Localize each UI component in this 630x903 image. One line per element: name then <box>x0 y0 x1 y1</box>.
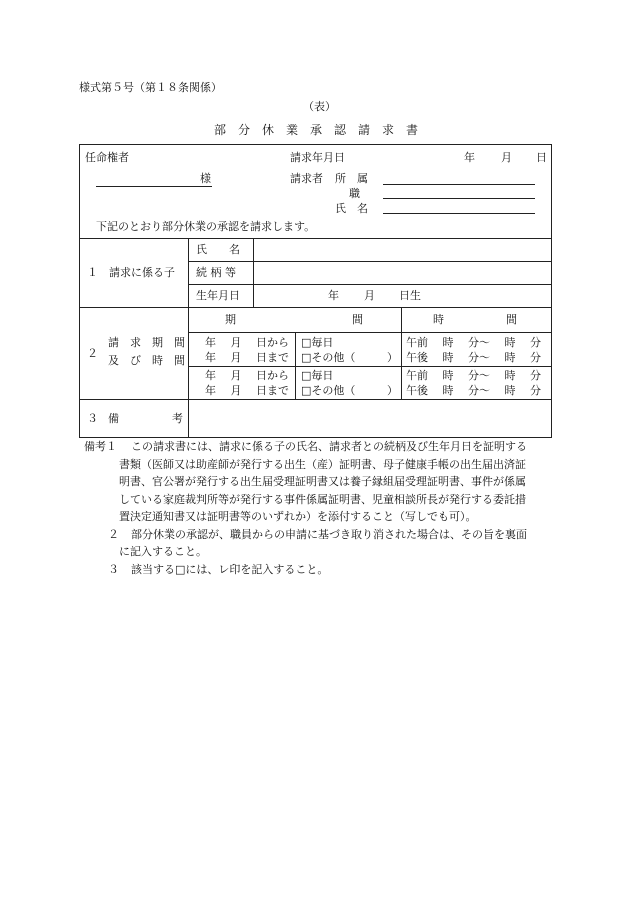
requester-label: 請求者 <box>290 172 323 185</box>
period-to: 年 月 日まで <box>205 351 289 364</box>
note2-line: 部分休業の承認が、職員からの申請に基づき取り消された場合は、その旨を裏面 <box>131 528 527 541</box>
child-name-label: 氏 名 <box>196 243 240 256</box>
period-section-label-1: 請 求 期 間 <box>108 336 185 349</box>
remarks-field[interactable] <box>190 401 550 436</box>
name-label: 氏 名 <box>335 202 368 215</box>
request-intro: 下記のとおり部分休業の承認を請求します。 <box>96 220 316 233</box>
affiliation-label: 所 属 <box>335 172 368 185</box>
child-relation-label: 続 柄 等 <box>196 266 236 279</box>
time-heading-1: 時 <box>433 313 444 326</box>
remarks-label-1: 備 <box>108 412 119 425</box>
requester-name-field[interactable] <box>383 213 535 214</box>
note2-number: ２ <box>108 528 119 541</box>
remarks-number: ３ <box>87 412 98 425</box>
option-other[interactable]: □その他（ <box>301 351 356 364</box>
period-to: 年 月 日まで <box>205 384 289 397</box>
note1-line: 書類（医師又は助産師が発行する出生（産）証明書、母子健康手帳の出生届出済証 <box>119 458 526 471</box>
birth-day: 日生 <box>399 289 421 302</box>
child-birth-label: 生年月日 <box>196 289 240 302</box>
note1-line: している家庭裁判所等が発行する事件係属証明書、児童相談所長が発行する委託措 <box>119 493 526 506</box>
request-date-year: 年 <box>464 151 475 164</box>
option-every-day[interactable]: □毎日 <box>301 369 334 382</box>
note3-number: ３ <box>108 563 119 576</box>
position-field[interactable] <box>383 198 535 199</box>
time-pm: 午後 時 分～ 時 分 <box>406 384 541 397</box>
side-label: （表） <box>303 100 336 113</box>
birth-year: 年 <box>328 289 339 302</box>
note2-line: に記入すること。 <box>119 545 207 558</box>
remarks-label-2: 考 <box>172 412 183 425</box>
period-section-number: ２ <box>87 347 98 360</box>
appointer-label: 任命権者 <box>85 151 129 164</box>
note1-line: 置決定通知書又は証明書等のいずれか）を添付すること（写しでも可）。 <box>119 510 477 523</box>
form-number: 様式第５号（第１８条関係） <box>79 81 222 94</box>
birth-month: 月 <box>364 289 375 302</box>
option-other-close: ） <box>387 384 398 397</box>
time-heading-2: 間 <box>506 313 517 326</box>
notes-label: 備考１ <box>84 440 117 453</box>
honorific: 様 <box>200 172 211 185</box>
note1-line: この請求書には、請求に係る子の氏名、請求者との続柄及び生年月日を証明する <box>131 440 527 453</box>
period-from: 年 月 日から <box>205 336 289 349</box>
position-label: 職 <box>349 187 360 200</box>
option-other-close: ） <box>387 351 398 364</box>
period-heading-2: 間 <box>352 313 363 326</box>
request-date-label: 請求年月日 <box>290 151 345 164</box>
time-pm: 午後 時 分～ 時 分 <box>406 351 541 364</box>
period-heading-1: 期 <box>225 313 236 326</box>
child-section-label: １ 請求に係る子 <box>87 266 175 279</box>
period-from: 年 月 日から <box>205 369 289 382</box>
request-date-day: 日 <box>536 151 547 164</box>
option-other[interactable]: □その他（ <box>301 384 356 397</box>
form-title: 部 分 休 業 承 認 請 求 書 <box>214 123 419 137</box>
appointer-name-field[interactable] <box>96 186 212 187</box>
note1-line: 明書、官公署が発行する出生届受理証明書又は養子縁組届受理証明書、事件が係属 <box>119 475 526 488</box>
request-date-month: 月 <box>501 151 512 164</box>
note3-line: 該当する□には、レ印を記入すること。 <box>131 563 329 576</box>
affiliation-field[interactable] <box>383 184 535 185</box>
period-section-label-2: 及 び 時 間 <box>108 354 185 367</box>
time-am: 午前 時 分～ 時 分 <box>406 336 541 349</box>
option-every-day[interactable]: □毎日 <box>301 336 334 349</box>
time-am: 午前 時 分～ 時 分 <box>406 369 541 382</box>
